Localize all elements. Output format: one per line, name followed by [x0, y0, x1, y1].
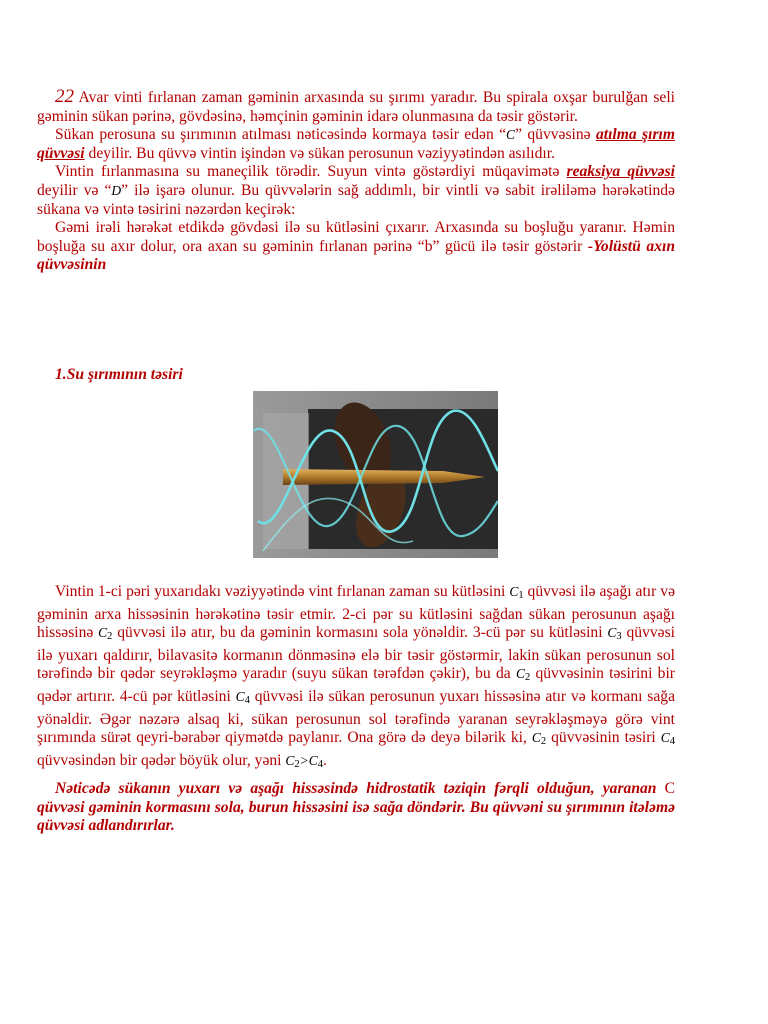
force-symbol-d: D: [111, 182, 122, 198]
term-reaksiya: reaksiya qüvvəsi: [566, 163, 675, 181]
force-symbol-c-final: C: [664, 780, 675, 797]
force-symbol-c: C: [506, 127, 516, 143]
inequality-c2-gt-c4: C2>C4: [285, 752, 324, 770]
conclusion-paragraph: [37, 780, 675, 836]
force-c2: C2: [98, 625, 113, 643]
section-heading: 1.Su şırımının təsiri: [55, 366, 183, 383]
propeller-wake-photo: [253, 391, 498, 558]
paragraph-1: [37, 88, 675, 126]
section-number: 22: [55, 86, 74, 107]
paragraph-2: Sükan perosuna su şırımının atılması nəticəsində kormaya təsir edən “C” qüvvəsinə atılma şırım qüvvəsi deyilir. Bu qüvvə vintin işindən və sükan perosunun vəziyyətindən asılıdır.: [37, 126, 675, 162]
propeller-photo-svg: [253, 391, 498, 558]
force-c3: C3: [607, 625, 622, 643]
top-text-block: [37, 88, 675, 275]
paragraph-5: Vintin 1-ci pəri yuxarıdakı vəziyyətində vint fırlanan zaman su kütləsini C1 qüvvəsi ilə aşağı atır və gəminin arxa hissəsinin hərəkətinə təsir etmir. 2-ci pər su kütləsini sağdan sükan perosunun aşağı hissəsinə C2 qüvvəsi ilə atır, bu da gəminin kormasını sola yönəldir. 3-cü pər su kütləsini C3 qüvvəsi ilə yuxarı qaldırır, bilavasitə kormanın dönməsinə elə bir təsir göstərmir, lakin sükan perosunun sol tərəfində bir qədər seyrəkləşmə yaradır (suyu sükan tərəfdən çəkir), bu da C2 qüvvəsinin təsirini bir qədər artırır. 4-cü pər kütləsini C4 qüvvəsi ilə sükan perosunun yuxarı hissəsinə atır və kormanı sağa yönəldir. Əgər nəzərə alsaq ki, sükan perosunun sol tərəfində yaranan seyrəkləşməyə görə vint şırımında sürət qeyri-bərabər qiymətdə paylanır. Ona görə də deyə bilərik ki, C2 qüvvəsinin təsiri C4 qüvvəsindən bir qədər böyük olur, yəni C2>C4.: [37, 583, 676, 770]
paragraph-1-text: Avar vinti fırlanan zaman gəminin arxasında su şırımı yaradır. Bu spirala oxşar burulğan seli gəminin sükan pərinə, gövdəsinə, həmçinin gəminin idarə olunmasına da təsir göstərir.: [37, 89, 675, 125]
paragraph-6: Nəticədə sükanın yuxarı və aşağı hissəsində hidrostatik təziqin fərqli olduğun, yaranan C qüvvəsi gəminin kormasını sola, burun hissəsini isə sağa döndərir. Bu qüvvəni su şırımının itələmə qüvvəsi adlandırırlar.: [37, 780, 675, 835]
bottom-text-block: [37, 583, 675, 774]
term-yolustu: -Yolüstü axın qüvvəsinin: [37, 237, 675, 274]
paragraph-3: Vintin fırlanmasına su maneçilik törədir. Suyun vintə göstərdiyi müqavimətə reaksiya qüvvəsi deyilir və “D” ilə işarə olunur. Bu qüvvələrin sağ addımlı, bir vintli və sabit irəliləmə hərəkətində sükana və vintə təsirini nəzərdən keçirək:: [37, 163, 675, 218]
force-c4: C4: [235, 688, 250, 706]
force-c1: C1: [509, 584, 524, 601]
force-c4: C4: [660, 730, 676, 748]
term-atilma-sirim: atılma şırım qüvvəsi: [37, 126, 675, 162]
paragraph-4: Gəmi irəli hərəkət etdikdə gövdəsi ilə su kütləsini çıxarır. Arxasında su boşluğu yaranır. Həmin boşluğa su axır dolur, ora axan su gəminin fırlanan pərinə “b” gücü ilə təsir göstərir -Yolüstü axın qüvvəsinin: [37, 219, 675, 274]
force-c2: C2: [531, 730, 547, 748]
force-c2: C2: [515, 666, 531, 684]
